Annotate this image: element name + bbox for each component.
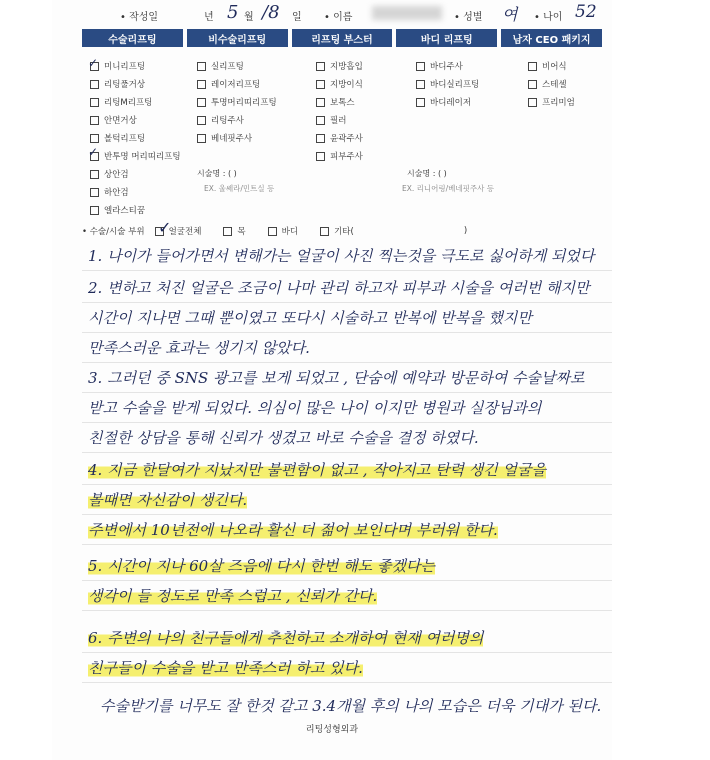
checkbox[interactable] (90, 188, 99, 197)
option-item[interactable]: 스테셀 (528, 75, 575, 93)
procedure-example-2: EX. 리니어링/베네핏주사 등 (402, 184, 495, 193)
month-label: 월 (244, 12, 254, 23)
clinic-footer: 리팅성형외과 (305, 725, 359, 735)
day-value: /8 (262, 2, 280, 23)
age-label: • 나이 (534, 12, 563, 23)
gender-label: • 성별 (454, 12, 483, 23)
tab-nonsurgical-lifting: 비수술리프팅 (187, 29, 288, 47)
answer-line: 4. 지금 한달여가 지났지만 불편함이 없고 , 작아지고 탄력 생긴 얼굴을 (82, 454, 612, 485)
checkbox[interactable] (90, 116, 99, 125)
option-item[interactable]: 바디주사 (416, 57, 479, 75)
part-label: • 수술/시술 부위 (82, 227, 145, 237)
redacted-name (372, 6, 442, 20)
day-label: 일 (292, 12, 302, 23)
tab-men-ceo-package: 남자 CEO 패키지 (501, 29, 602, 47)
option-item[interactable]: 바디실리프팅 (416, 75, 479, 93)
checkbox[interactable] (416, 98, 425, 107)
option-item[interactable]: 윤곽주사 (316, 129, 363, 147)
tab-body-lifting: 바디 리프팅 (396, 29, 497, 47)
column-surgical (90, 57, 181, 219)
option-item[interactable]: 리팅주사 (197, 111, 277, 129)
checkbox[interactable] (316, 116, 325, 125)
checkbox[interactable] (528, 62, 537, 71)
category-tabs (82, 29, 602, 47)
checkbox-checked[interactable] (90, 80, 99, 89)
date-label: • 작성일 (120, 12, 159, 23)
year-label: 년 (204, 12, 214, 23)
option-item[interactable]: 베네핏주사 (197, 129, 277, 147)
form-header (52, 2, 612, 26)
option-item[interactable]: 지방흡입 (316, 57, 363, 75)
answer-line: 2. 변하고 처진 얼굴은 조금이 나마 관리 하고자 피부과 시술을 여러번 해지만 (82, 272, 612, 303)
tab-lifting-booster: 리프팅 부스터 (292, 29, 393, 47)
option-item[interactable]: 미니리프팅 (90, 57, 181, 75)
age-value: 52 (575, 2, 597, 22)
answer-line: 친절한 상담을 통해 신뢰가 생겼고 바로 수술을 결정 하였다. (82, 422, 612, 453)
option-item[interactable]: 프리미엄 (528, 93, 575, 111)
procedure-part-row: • 수술/시술 부위 얼굴전체 목 바디 기타( ) (82, 226, 468, 237)
checkbox[interactable] (197, 98, 206, 107)
checkbox[interactable] (197, 80, 206, 89)
month-value: 5 (227, 2, 239, 23)
tab-surgical-lifting: 수술리프팅 (82, 29, 183, 47)
checkbox[interactable] (320, 227, 329, 236)
checkbox[interactable] (528, 80, 537, 89)
checkbox[interactable] (316, 98, 325, 107)
checkbox[interactable] (416, 80, 425, 89)
checkbox[interactable] (197, 116, 206, 125)
option-item[interactable]: 리팅M리프팅 (90, 93, 181, 111)
checkbox[interactable] (197, 134, 206, 143)
option-item[interactable]: 필러 (316, 111, 363, 129)
option-item[interactable]: 레이저리프팅 (197, 75, 277, 93)
procedure-name-field-2[interactable]: 시술명 : ( ) (407, 169, 447, 178)
column-ceo (528, 57, 575, 111)
answer-line: 6. 주변의 나의 친구들에게 추천하고 소개하여 현재 여러명의 (82, 622, 612, 653)
option-item[interactable]: 지방이식 (316, 75, 363, 93)
handwritten-check-icon: ✓ (88, 145, 99, 159)
checkbox[interactable] (316, 80, 325, 89)
gender-value: 여 (502, 5, 518, 24)
option-item[interactable]: 상안검 (90, 165, 181, 183)
option-item[interactable]: 안면거상 (90, 111, 181, 129)
checkbox[interactable] (416, 62, 425, 71)
name-label: • 이름 (324, 12, 353, 23)
answer-line: 만족스러운 효과는 생기지 않았다. (82, 332, 612, 363)
column-body (416, 57, 479, 111)
option-item[interactable]: 리팅풀거상 (90, 75, 181, 93)
option-item[interactable]: 실리프팅 (197, 57, 277, 75)
checkbox[interactable] (90, 134, 99, 143)
handwritten-check-icon: ✓ (158, 218, 172, 237)
handwritten-check-icon: ✓ (88, 56, 99, 70)
answer-line: 볼때면 자신감이 생긴다. (82, 484, 612, 515)
option-item[interactable]: 하안검 (90, 183, 181, 201)
procedure-example-1: EX. 울쎄라/민트실 등 (204, 184, 275, 193)
column-booster (316, 57, 363, 165)
column-nonsurgical (197, 57, 277, 147)
option-item[interactable]: 반투명 머리띠리프팅 (90, 147, 181, 165)
option-item[interactable]: 볼턱리프팅 (90, 129, 181, 147)
option-item[interactable]: 피부주사 (316, 147, 363, 165)
procedure-name-field-1[interactable]: 시술명 : ( ) (197, 169, 237, 178)
checkbox[interactable] (197, 62, 206, 71)
answer-line: 생각이 들 정도로 만족 스럽고 , 신뢰가 간다. (82, 580, 612, 611)
checkbox[interactable] (316, 62, 325, 71)
checkbox[interactable] (90, 206, 99, 215)
survey-sheet (52, 0, 612, 760)
checkbox[interactable] (223, 227, 232, 236)
answer-line: 친구들이 수술을 받고 만족스러 하고 있다. (82, 652, 612, 683)
checkbox[interactable] (90, 98, 99, 107)
option-item[interactable]: 보톡스 (316, 93, 363, 111)
option-item[interactable]: 바디레이저 (416, 93, 479, 111)
checkbox[interactable] (268, 227, 277, 236)
answer-line: 시간이 지나면 그때 뿐이였고 또다시 시술하고 반복에 반복을 했지만 (82, 302, 612, 333)
option-item[interactable]: 투명머리띠리프팅 (197, 93, 277, 111)
checkbox[interactable] (316, 134, 325, 143)
option-item[interactable]: 엘라스티꿈 (90, 201, 181, 219)
answer-line: 주변에서 10년전에 나오라 활신 더 젊어 보인다며 부러워 한다. (82, 514, 612, 545)
checkbox[interactable] (316, 152, 325, 161)
answer-line: 1. 나이가 들어가면서 변해가는 얼굴이 사진 찍는것을 극도로 싫어하게 되었다 (82, 240, 612, 271)
answer-line: 수술받기를 너무도 잘 한것 같고 3.4개월 후의 나의 모습은 더욱 기대가 된다. (100, 697, 602, 715)
option-item[interactable]: 비어식 (528, 57, 575, 75)
answer-line: 3. 그러던 중 SNS 광고를 보게 되었고 , 단숨에 예약과 방문하여 수술날짜로 (82, 362, 612, 393)
checkbox[interactable] (90, 170, 99, 179)
checkbox[interactable] (528, 98, 537, 107)
answer-line: 5. 시간이 지나 60살 즈음에 다시 한번 해도 좋겠다는 (82, 550, 612, 581)
answer-line: 받고 수술을 받게 되었다. 의심이 많은 나이 이지만 병원과 실장님과의 (82, 392, 612, 423)
